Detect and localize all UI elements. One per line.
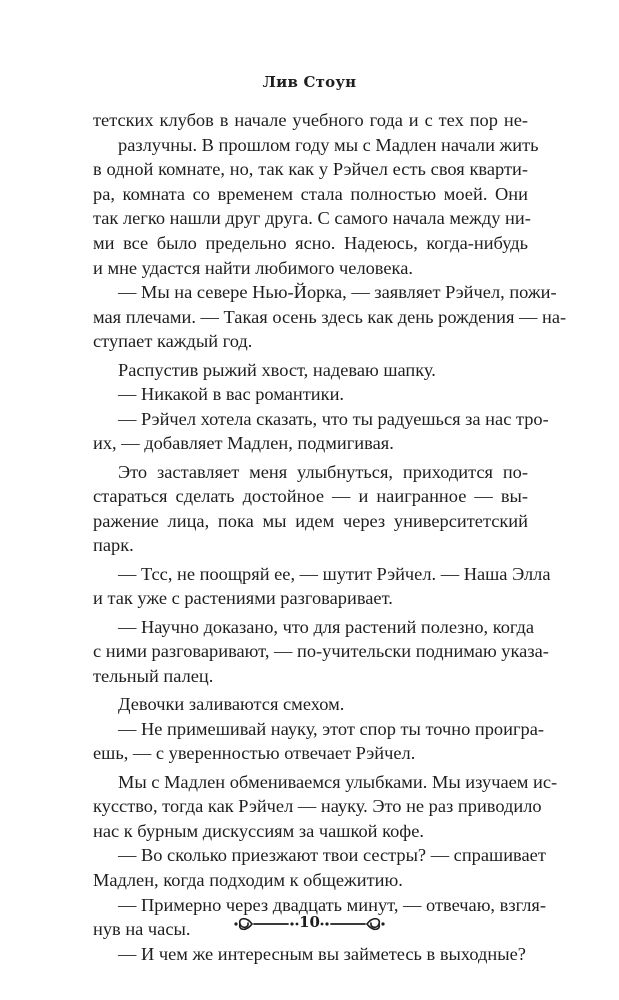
text-line: ми все было предельно ясно. Надеюсь, когда-нибудь: [93, 232, 528, 253]
text-line: — Во сколько приезжают твои сестры? — спрашивает: [118, 845, 546, 866]
text-line: нув на часы.: [93, 919, 191, 940]
text-line: кусство, тогда как Рэйчел — науку. Это не раз приводило: [93, 796, 542, 817]
text-line: так легко нашли друг друга. С самого начала между ни-: [93, 208, 531, 229]
text-line: парк.: [93, 535, 134, 556]
text-line: нас к бурным дискуссиям за чашкой кофе.: [93, 820, 424, 841]
text-line: — Не примешивай науку, этот спор ты точно проигра-: [118, 718, 544, 739]
text-line: — Никакой в вас романтики.: [118, 384, 345, 405]
text-line: — Примерно через двадцать минут, — отвечаю, взгля-: [118, 894, 546, 915]
text-line: разлучны. В прошлом году мы с Мадлен начали жить: [118, 134, 539, 155]
text-line: Распустив рыжий хвост, надеваю шапку.: [118, 359, 436, 380]
running-head: Лив Стоун: [262, 73, 357, 91]
text-line: ражение лица, пока мы идем через университетский: [93, 510, 528, 531]
page-footer: [0, 910, 619, 940]
text-line: стараться сделать достойное — и наигранное — вы-: [93, 486, 528, 507]
text-line: тетских клубов в начале учебного года и с тех пор не-: [93, 110, 528, 130]
text-line: в одной комнате, но, так как у Рэйчел есть своя кварти-: [93, 159, 528, 180]
text-line: с ними разговаривают, — по-учительски поднимаю указа-: [93, 641, 549, 662]
body-text: [93, 108, 567, 966]
text-line: тельный палец.: [93, 665, 214, 686]
text-line: Мы с Мадлен обмениваемся улыбками. Мы изучаем ис-: [118, 771, 558, 792]
text-line: и так уже с растениями разговаривает.: [93, 588, 393, 609]
text-line: Мадлен, когда подходим к общежитию.: [93, 869, 403, 890]
page-number: 10: [299, 913, 320, 931]
text-line: — Рэйчел хотела сказать, что ты радуешься за нас тро-: [118, 408, 549, 429]
text-line: ступает каждый год.: [93, 331, 253, 352]
text-line: их, — добавляет Мадлен, подмигивая.: [93, 433, 394, 454]
text-line: Девочки заливаются смехом.: [118, 694, 345, 715]
text-line: и мне удастся найти любимого человека.: [93, 257, 413, 278]
text-line: Это заставляет меня улыбнуться, приходится по-: [118, 461, 528, 482]
text-line: — Научно доказано, что для растений полезно, когда: [118, 616, 535, 637]
text-line: — Тсс, не поощряй ее, — шутит Рэйчел. — Наша Элла: [118, 563, 551, 584]
text-line: ешь, — с уверенностью отвечает Рэйчел.: [93, 743, 416, 764]
text-line: — И чем же интересным вы займетесь в выходные?: [118, 943, 526, 964]
text-line: — Мы на севере Нью-Йорка, — заявляет Рэйчел, пожи-: [118, 282, 557, 303]
text-line: мая плечами. — Такая осень здесь как день рождения — на-: [93, 306, 567, 327]
text-line: ра, комната со временем стала полностью моей. Они: [93, 183, 528, 204]
